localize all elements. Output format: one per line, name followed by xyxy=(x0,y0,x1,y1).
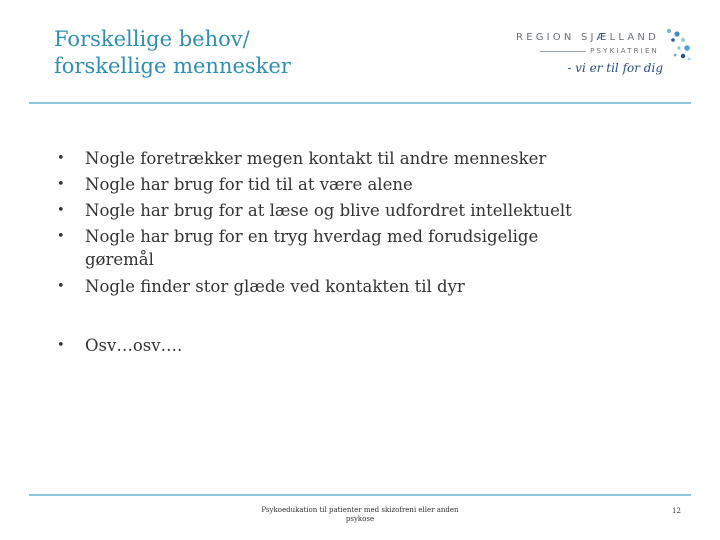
bullet-text: Nogle har brug for tid til at være alene xyxy=(85,175,413,194)
footer-text-line-2: psykose xyxy=(345,515,375,523)
bullet-dot-icon: • xyxy=(57,338,65,353)
bullet-text: Osv…osv…. xyxy=(85,336,183,355)
page-number: 12 xyxy=(672,507,681,515)
bullet-dot-icon: • xyxy=(57,229,65,244)
bullet-dot-icon: • xyxy=(57,279,65,294)
logo-region-part-2: LLAND xyxy=(609,32,659,43)
bullet-text: Nogle foretrækker megen kontakt til andre mennesker xyxy=(85,149,547,168)
bullet-item xyxy=(52,172,692,198)
bullet-item xyxy=(52,198,692,224)
bullet-item xyxy=(52,146,692,172)
title-divider xyxy=(29,102,691,104)
logo-tagline: - vi er til for dig xyxy=(567,61,663,75)
slide-title-line-1: Forskellige behov/ xyxy=(54,27,250,51)
bullet-dot-icon: • xyxy=(57,177,65,192)
bullet-item xyxy=(52,333,692,359)
logo-region-accent: Æ xyxy=(596,32,610,43)
footer-text-line-1: Psykoedukation til patienter med skizofreni eller anden xyxy=(261,506,459,514)
bullet-dot-icon: • xyxy=(57,151,65,166)
bullet-text-continuation: gøremål xyxy=(85,250,154,269)
slide-title-line-2: forskellige mennesker xyxy=(54,54,291,78)
bullet-dot-icon: • xyxy=(57,203,65,218)
bullet-text: Nogle finder stor glæde ved kontakten til dyr xyxy=(85,277,465,296)
region-sjaelland-logo xyxy=(508,28,693,88)
slide-title xyxy=(54,26,454,80)
logo-region-text xyxy=(516,32,659,43)
bullet-item xyxy=(52,224,692,269)
footer-text xyxy=(260,506,460,524)
bullet-text: Nogle har brug for at læse og blive udfordret intellektuelt xyxy=(85,201,572,220)
footer-divider xyxy=(29,494,691,496)
logo-subtitle: PSYKIATRIEN xyxy=(540,47,659,55)
bullet-item xyxy=(52,274,692,300)
logo-region-part-1: REGION SJ xyxy=(516,32,597,43)
bullet-text: Nogle har brug for en tryg hverdag med forudsigelige xyxy=(85,227,539,246)
bullet-list xyxy=(52,146,692,359)
logo-dots-icon xyxy=(663,28,693,68)
